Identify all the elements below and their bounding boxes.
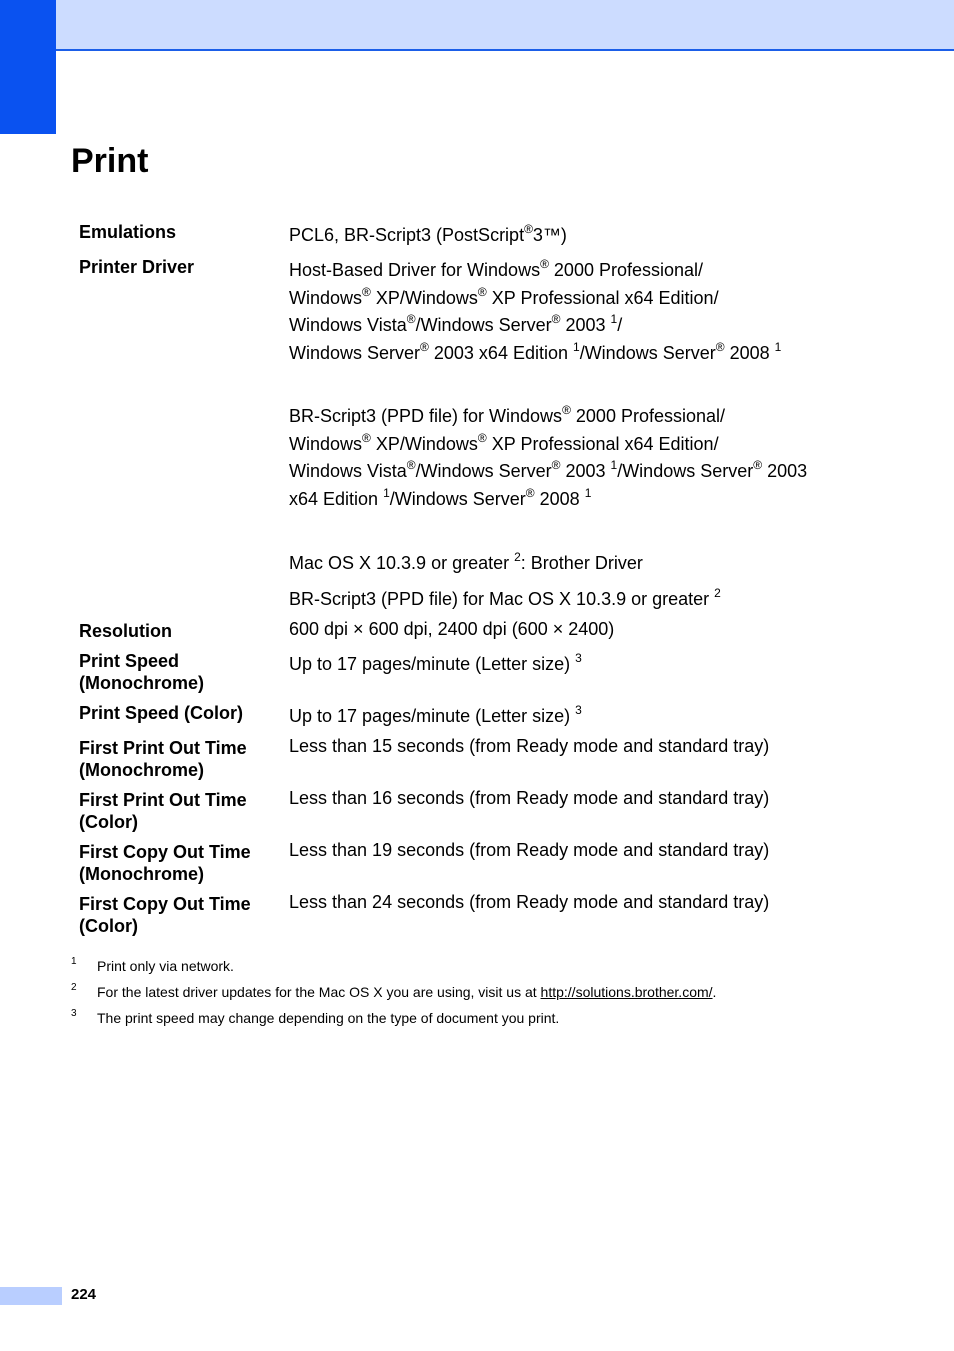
label-print-speed-color: Print Speed (Color): [79, 703, 244, 723]
footnote-ref: 3: [575, 703, 582, 717]
driver-line: x64 Edition $^1$/Windows Server® 2008 $^1$: [289, 485, 592, 509]
value-print-speed-mono: Up to 17 pages/minute (Letter size) $^3$: [289, 651, 582, 674]
value-print-speed-color: Up to 17 pages/minute (Letter size) $^3$: [289, 703, 582, 726]
footnote-text: For the latest driver updates for the Mac OS X you are using, visit us at http://solutions.brother.com/.: [97, 984, 717, 1000]
label-first-print-mono: First Print Out Time (Monochrome): [79, 738, 247, 780]
label-first-copy-color: First Copy Out Time (Color): [79, 894, 251, 936]
value-printer-driver-windows: [289, 257, 781, 367]
label-first-copy-mono: First Copy Out Time (Monochrome): [79, 842, 251, 884]
page-number-badge: [0, 1287, 62, 1305]
page-number: 224: [71, 1286, 97, 1303]
value-first-copy-mono: Less than 19 seconds (from Ready mode and standard tray): [289, 840, 770, 860]
driver-line: Windows® XP/Windows® XP Professional x64 Edition/: [289, 284, 719, 308]
footnote-number: 1: [71, 956, 77, 967]
footnote-number: 2: [71, 982, 77, 993]
footnote-ref: 2: [514, 550, 521, 564]
value-printer-driver-mac-ppd: BR-Script3 (PPD file) for Mac OS X 10.3.9 or greater $^2$: [289, 586, 721, 609]
value-first-print-mono: Less than 15 seconds (from Ready mode and standard tray): [289, 736, 770, 756]
footnote-number: 3: [71, 1008, 77, 1019]
page-title: Print: [71, 142, 149, 180]
driver-line: Host-Based Driver for Windows® 2000 Professional/: [289, 257, 704, 280]
driver-line: BR-Script3 (PPD file) for Windows® 2000 Professional/: [289, 403, 726, 426]
value-printer-driver-mac: Mac OS X 10.3.9 or greater $^2$: Brother Driver: [289, 550, 643, 573]
footnote-ref: 1: [774, 339, 782, 354]
label-resolution: Resolution: [79, 621, 172, 641]
value-first-print-color: Less than 16 seconds (from Ready mode and standard tray): [289, 788, 770, 808]
footnote-text: The print speed may change depending on the type of document you print.: [97, 1010, 560, 1026]
chapter-tab: [0, 0, 56, 134]
footnote-ref: 1: [584, 485, 592, 500]
footnote-ref: 3: [575, 651, 582, 665]
label-printer-driver: Printer Driver: [79, 257, 195, 277]
footnote-ref: 1: [383, 485, 390, 500]
footnote-text: Print only via network.: [97, 958, 234, 974]
value-resolution: 600 dpi × 600 dpi, 2400 dpi (600 × 2400): [289, 619, 615, 639]
driver-line: Windows® XP/Windows® XP Professional x64 Edition/: [289, 430, 719, 454]
driver-line: Windows Server® 2003 x64 Edition $^1$/Windows Server® 2008 $^1$: [289, 339, 782, 363]
footnote-ref: 1: [610, 312, 618, 326]
header-band: [0, 0, 954, 51]
driver-line: Windows Vista®/Windows Server® 2003 $^1$/: [289, 312, 623, 335]
label-print-speed-mono: Print Speed (Monochrome): [79, 651, 204, 693]
label-emulations: Emulations: [79, 222, 177, 242]
value-first-copy-color: Less than 24 seconds (from Ready mode and standard tray): [289, 892, 770, 912]
footnote-ref: 1: [610, 458, 618, 472]
footnote-ref: 1: [573, 339, 580, 354]
value-emulations: PCL6, BR-Script3 (PostScript®3™): [289, 222, 567, 245]
footnote-ref: 2: [714, 586, 721, 600]
value-printer-driver-ppd: [289, 403, 807, 513]
driver-line: Windows Vista®/Windows Server® 2003 $^1$/Windows Server® 2003: [289, 458, 808, 481]
label-first-print-color: First Print Out Time (Color): [79, 790, 247, 832]
support-link[interactable]: http://solutions.brother.com/: [540, 984, 713, 1000]
